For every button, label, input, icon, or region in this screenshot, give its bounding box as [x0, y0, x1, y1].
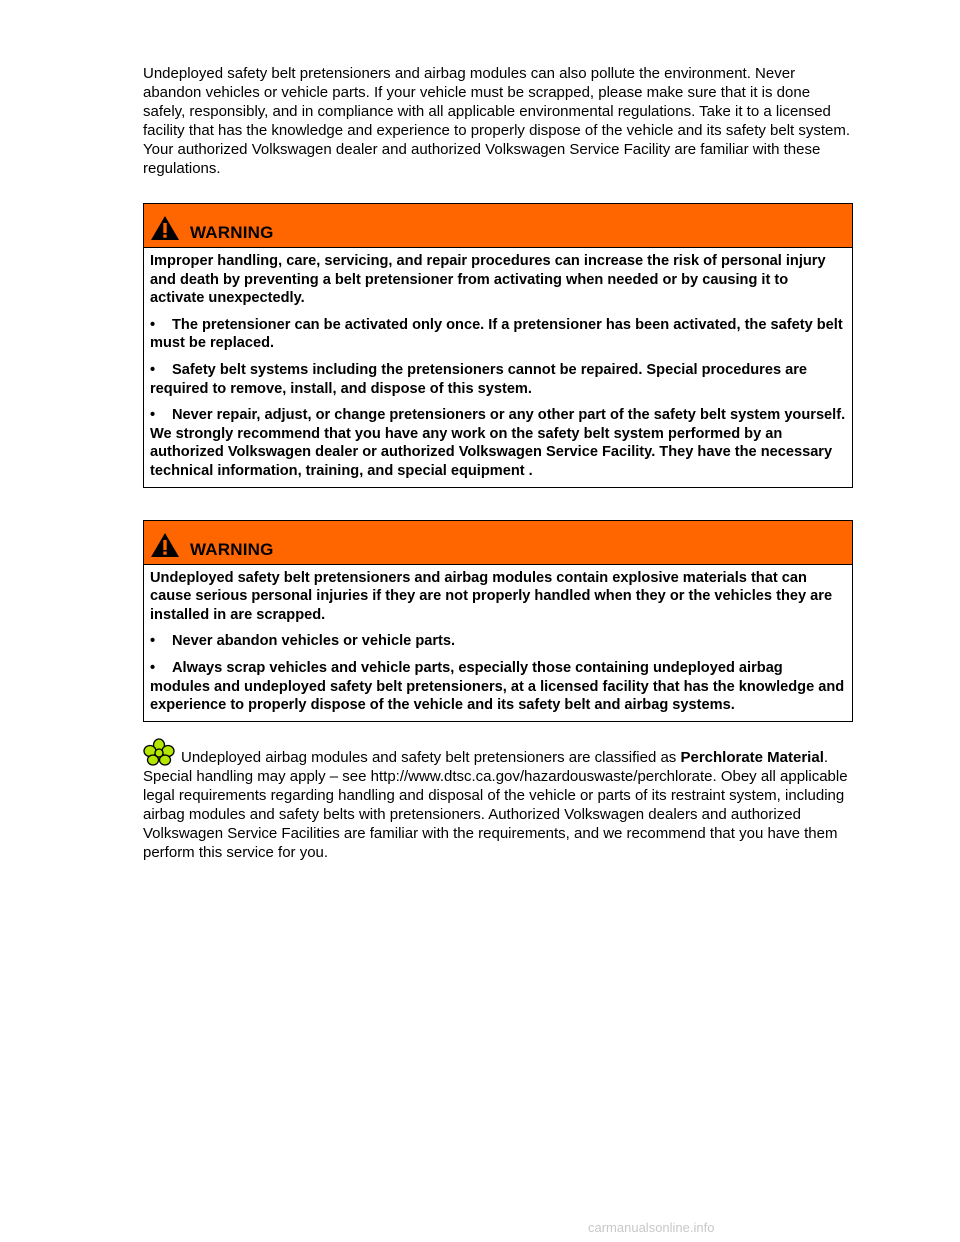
- warning-title: WARNING: [190, 223, 274, 242]
- warning-bullet: • Safety belt systems including the pretensioners cannot be repaired. Special procedures are required to remove, install, and dispose of this system.: [150, 361, 808, 397]
- warning-bullet: • Always scrap vehicles and vehicle parts, especially those containing undeployed airbag modules and undeployed safety belt pretensioners, at a licensed facility that has the knowledge and experience to properly dispose of the vehicle and its safety belt and airbag systems.: [150, 659, 845, 714]
- bullet-icon: •: [150, 659, 156, 676]
- warning-box-explosive: [143, 520, 853, 722]
- perchlorate-term: Perchlorate Material: [680, 748, 824, 766]
- environment-text: Undeployed airbag modules and safety belt pretensioners are classified as Perchlorate Material. Special handling may apply – see http://www.dtsc.ca.gov/hazardouswaste/perchlorate. Obey all applicable legal requirements regarding handling and disposal of the vehicle or parts of its restraint system, including airbag modules and safety belts with pretensioners. Authorized Volkswagen dealers and authorized Volkswagen Service Facilities are familiar with the requirements, and we recommend that you have them perform this service for you.: [143, 748, 848, 861]
- warning-header: [144, 204, 852, 248]
- environment-note: [143, 748, 853, 862]
- warning-body: [144, 248, 852, 487]
- bullet-icon: •: [150, 316, 156, 333]
- warning-bullet: • The pretensioner can be activated only once. If a pretensioner has been activated, the safety belt must be replaced.: [150, 316, 843, 352]
- bullet-icon: •: [150, 633, 156, 650]
- warning-lead: Undeployed safety belt pretensioners and airbag modules contain explosive materials that can cause serious personal injuries if they are not properly handled when they or the vehicles they are installed in are scrapped.: [150, 569, 833, 623]
- eco-leaf-icon: [143, 738, 175, 766]
- warning-bullet: • Never abandon vehicles or vehicle parts.: [150, 633, 456, 650]
- bullet-icon: •: [150, 407, 156, 424]
- watermark-footer: carmanualsonline.info: [588, 1220, 715, 1235]
- warning-lead: Improper handling, care, servicing, and repair procedures can increase the risk of personal injury and death by preventing a belt pretensioner from activating when needed or by causing it to activate unexpectedly.: [150, 253, 826, 307]
- warning-header: [144, 521, 852, 565]
- intro-paragraph: Undeployed safety belt pretensioners and airbag modules can also pollute the environment. Never abandon vehicles or vehicle parts. If your vehicle must be scrapped, please make sure that it is done safely, responsibly, and in compliance with all applicable environmental regulations. Take it to a licensed facility that has the knowledge and experience to properly dispose of the vehicle and its safety belt system. Your authorized Volkswagen dealer and authorized Volkswagen Service Facility are familiar with these regulations.: [143, 65, 851, 177]
- bullet-icon: •: [150, 361, 156, 378]
- warning-body: [144, 565, 852, 721]
- warning-box-pretensioner: [143, 203, 853, 488]
- warning-bullet: • Never repair, adjust, or change pretensioners or any other part of the safety belt system yourself. We strongly recommend that you have any work on the safety belt system performed by an authorized Volkswagen dealer or authorized Volkswagen Service Facility. They have the necessary technical information, training, and special equipment .: [150, 407, 846, 479]
- warning-triangle-icon: [150, 215, 180, 241]
- warning-triangle-icon: [150, 532, 180, 558]
- warning-title: WARNING: [190, 539, 274, 559]
- manual-page: [143, 64, 853, 862]
